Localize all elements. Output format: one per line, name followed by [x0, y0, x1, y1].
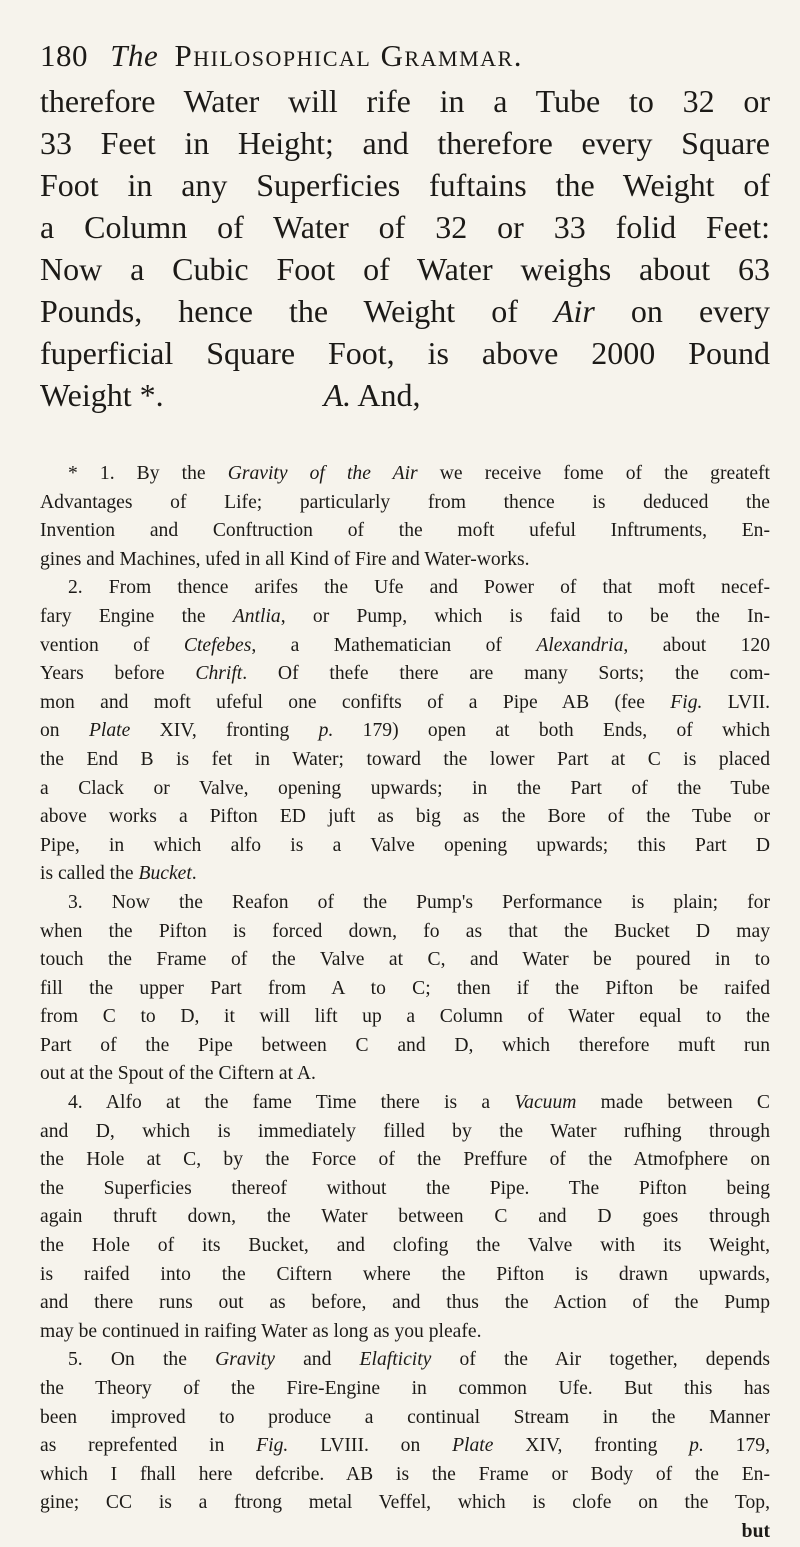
footnote-line: may be continued in raifing Water as long as you pleafe. [40, 1320, 482, 1342]
footnote-line: the Hole at C, by the Force of the Preffure of the Atmofphere on [40, 1149, 770, 1171]
footnote-line: Invention and Conftruction of the moft ufeful Inftruments, En- [40, 520, 770, 542]
footnote-line: the Theory of the Fire-Engine in common Ufe. But this has [40, 1378, 770, 1399]
footnote-line: 5. On the Gravity and Elafticity of the Air together, depends [68, 1349, 770, 1371]
footnote-line: Advantages of Life; particularly from thence is deduced the [40, 491, 770, 513]
footnote-line: out at the Spout of the Ciftern at A. [40, 1063, 316, 1085]
footnote-line: when the Pifton is forced down, fo as that the Bucket D may [40, 920, 770, 942]
footnote-line: and there runs out as before, and thus the Action of the Pump [40, 1292, 770, 1314]
footnote-line: 2. From thence arifes the Ufe and Power of that moft necef- [68, 577, 770, 599]
text-line: Foot in any Superficies fuftains the Weight of [40, 167, 770, 203]
footnote-line: the Hole of its Bucket, and clofing the Valve with its Weight, [40, 1235, 770, 1257]
footnote-line: the End B is fet in Water; toward the lower Part at C is placed [40, 748, 770, 770]
footnote-line: Part of the Pipe between C and D, which therefore muft run [40, 1034, 770, 1056]
footnote-line: Pipe, in which alfo is a Valve opening upwards; this Part D [40, 834, 770, 856]
footnote-line: from C to D, it will lift up a Column of Water equal to the [40, 1006, 770, 1028]
running-header [40, 36, 760, 76]
footnote-line: 4. Alfo at the fame Time there is a Vacuum made between C [68, 1092, 770, 1114]
footnote-line: but [741, 1520, 770, 1542]
footnote-line: gines and Machines, ufed in all Kind of Fire and Water-works. [40, 548, 530, 570]
text-line: therefore Water will rife in a Tube to 32 or [40, 83, 770, 119]
header-title-italic: The [110, 38, 159, 73]
footnote-line: is called the Bucket. [40, 863, 197, 885]
footnote-line: on Plate XIV, fronting p. 179) open at both Ends, of which [40, 720, 770, 742]
footnote-line: and D, which is immediately filled by the Water rufhing through [40, 1120, 770, 1142]
footnote-line: gine; CC is a ftrong metal Veffel, which is clofe on the Top, [40, 1492, 770, 1514]
footnote-line: fill the upper Part from A to C; then if the Pifton be raifed [40, 977, 770, 999]
text-line: Now a Cubic Foot of Water weighs about 63 [40, 251, 770, 287]
text-line: 33 Feet in Height; and therefore every Square [40, 125, 770, 161]
footnote-line: been improved to produce a continual Stream in the Manner [40, 1406, 770, 1428]
footnote-line: is raifed into the Ciftern where the Pifton is drawn upwards, [40, 1263, 770, 1285]
text-line: a Column of Water of 32 or 33 folid Feet: [40, 209, 770, 245]
footnote-line: above works a Pifton ED juft as big as the Bore of the Tube or [40, 806, 770, 828]
main-text [40, 80, 770, 416]
footnote-line: as reprefented in Fig. LVIII. on Plate XIV, fronting p. 179, [40, 1435, 770, 1457]
footnote-line: * 1. By the Gravity of the Air we receive fome of the greateft [68, 463, 770, 484]
text-line: Pounds, hence the Weight of Air on every [40, 293, 771, 329]
header-title: Philosophical Grammar. [174, 38, 523, 73]
footnote-line: vention of Ctefebes, a Mathematician of Alexandria, about 120 [40, 634, 771, 656]
text-line: Weight *. A. And, [40, 377, 421, 413]
footnote-line: Years before Chrift. Of thefe there are many Sorts; the com- [40, 663, 770, 685]
footnote-line: again thruft down, the Water between C and D goes through [40, 1206, 770, 1228]
footnote-text [40, 460, 770, 1547]
page-number: 180 [40, 38, 88, 73]
footnote-line: mon and moft ufeful one confifts of a Pipe AB (fee Fig. LVII. [40, 691, 771, 713]
text-line: fuperficial Square Foot, is above 2000 Pound [40, 335, 770, 371]
footnote-line: the Superficies thereof without the Pipe. The Pifton being [40, 1177, 770, 1199]
footnote-line: which I fhall here defcribe. AB is the Frame or Body of the En- [40, 1463, 770, 1485]
footnote-line: fary Engine the Antlia, or Pump, which is faid to be the In- [40, 605, 770, 627]
footnote-line: touch the Frame of the Valve at C, and Water be poured in to [40, 949, 770, 971]
footnote-line: a Clack or Valve, opening upwards; in the Part of the Tube [40, 777, 770, 799]
footnote-line: 3. Now the Reafon of the Pump's Performance is plain; for [68, 891, 770, 913]
